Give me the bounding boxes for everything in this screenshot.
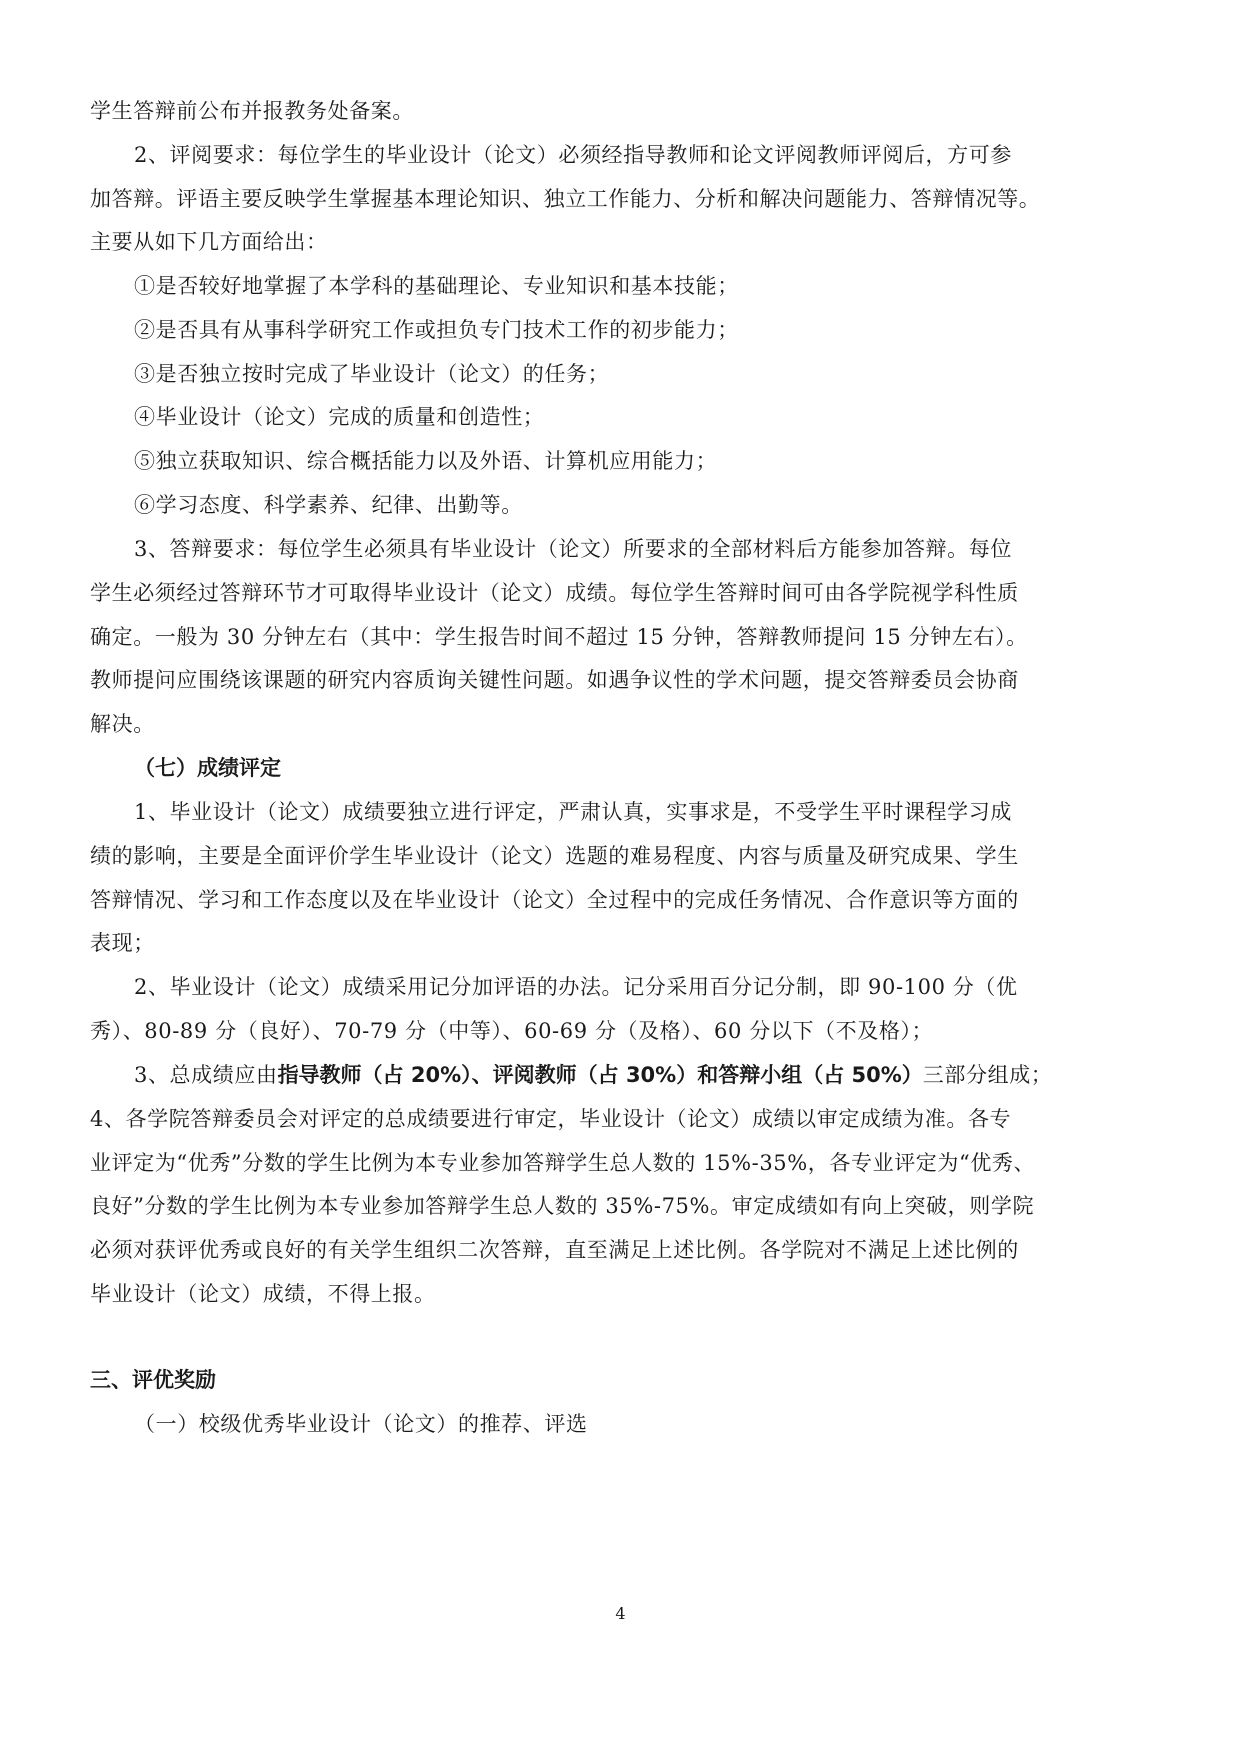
paragraph-line: 学生必须经过答辩环节才可取得毕业设计（论文）成绩。每位学生答辩时间可由各学院视学科性质 <box>90 581 1019 605</box>
paragraph-line: 3、答辩要求：每位学生必须具有毕业设计（论文）所要求的全部材料后方能参加答辩。每位 <box>134 537 1012 561</box>
section-heading: （七）成绩评定 <box>134 756 281 780</box>
paragraph-line: 答辩情况、学习和工作态度以及在毕业设计（论文）全过程中的完成任务情况、合作意识等方面的 <box>90 888 1019 912</box>
paragraph-line: 1、毕业设计（论文）成绩要独立进行评定，严肃认真，实事求是，不受学生平时课程学习成 <box>134 800 1012 824</box>
chapter-heading: 三、评优奖励 <box>90 1368 216 1392</box>
paragraph-line: 良好”分数的学生比例为本专业参加答辩学生总人数的 35%-75%。审定成绩如有向上突破，则学院 <box>90 1194 1035 1218</box>
paragraph-line: 业评定为“优秀”分数的学生比例为本专业参加答辩学生总人数的 15%-35%，各专业评定为“优秀、 <box>90 1151 1036 1175</box>
paragraph-line: 确定。一般为 30 分钟左右（其中：学生报告时间不超过 15 分钟，答辩教师提问 15 分钟左右）。 <box>90 625 1028 649</box>
paragraph-line <box>134 1060 1052 1090</box>
list-item: ②是否具有从事科学研究工作或担负专门技术工作的初步能力； <box>134 318 739 342</box>
paragraph-line: 加答辩。评语主要反映学生掌握基本理论知识、独立工作能力、分析和解决问题能力、答辩情况等。 <box>90 187 1041 211</box>
list-item: ⑤独立获取知识、综合概括能力以及外语、计算机应用能力； <box>134 449 718 473</box>
text-run: 三部分组成； <box>922 1063 1053 1087</box>
paragraph-line: 主要从如下几方面给出： <box>90 230 328 254</box>
paragraph-line: 4、各学院答辩委员会对评定的总成绩要进行审定，毕业设计（论文）成绩以审定成绩为准。各专 <box>90 1107 1012 1131</box>
list-item: ⑥学习态度、科学素养、纪律、出勤等。 <box>134 493 523 517</box>
paragraph-line: 绩的影响，主要是全面评价学生毕业设计（论文）选题的难易程度、内容与质量及研究成果、学生 <box>90 844 1019 868</box>
subsection-heading: （一）校级优秀毕业设计（论文）的推荐、评选 <box>134 1412 588 1436</box>
list-item: ③是否独立按时完成了毕业设计（论文）的任务； <box>134 362 610 386</box>
text-run: 3、总成绩应由 <box>134 1063 278 1087</box>
page-number: 4 <box>615 1604 626 1623</box>
paragraph-line: 表现； <box>90 931 155 955</box>
list-item: ①是否较好地掌握了本学科的基础理论、专业知识和基本技能； <box>134 274 739 298</box>
paragraph-line: 解决。 <box>90 712 155 736</box>
paragraph-line: 必须对获评优秀或良好的有关学生组织二次答辩，直至满足上述比例。各学院对不满足上述比例的 <box>90 1238 1019 1262</box>
paragraph-line: 秀）、80-89 分（良好）、70-79 分（中等）、60-69 分（及格）、60 分以下（不及格）； <box>90 1019 934 1043</box>
paragraph-line: 2、评阅要求：每位学生的毕业设计（论文）必须经指导教师和论文评阅教师评阅后，方可参 <box>134 143 1012 167</box>
paragraph-line: 2、毕业设计（论文）成绩采用记分加评语的办法。记分采用百分记分制，即 90-100 分（优 <box>134 975 1018 999</box>
list-item: ④毕业设计（论文）完成的质量和创造性； <box>134 405 545 429</box>
bold-text-run: 指导教师（占 20%）、评阅教师（占 30%）和答辩小组（占 50%） <box>277 1063 923 1087</box>
paragraph-line: 学生答辩前公布并报教务处备案。 <box>90 99 414 123</box>
paragraph-line: 毕业设计（论文）成绩，不得上报。 <box>90 1282 436 1306</box>
paragraph-line: 教师提问应围绕该课题的研究内容质询关键性问题。如遇争议性的学术问题，提交答辩委员会协商 <box>90 668 1019 692</box>
